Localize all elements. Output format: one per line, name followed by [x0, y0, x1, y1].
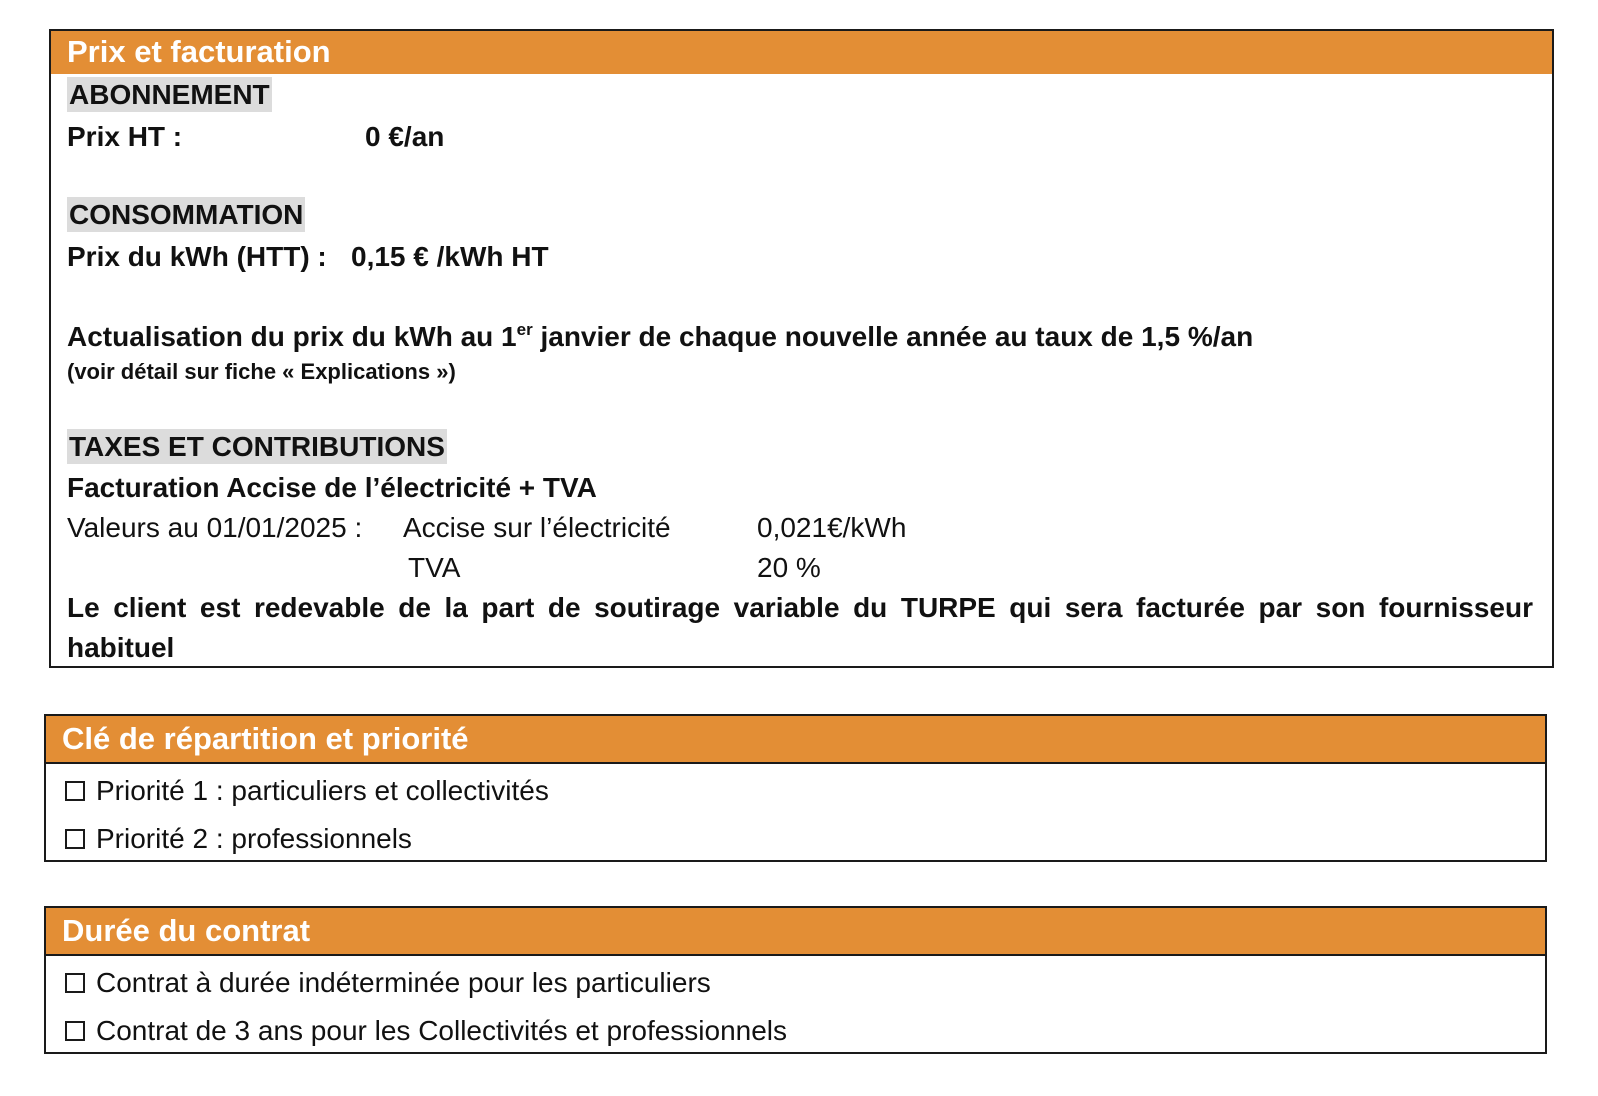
- tax-row-name: TVA: [408, 552, 461, 583]
- distribution-title: Clé de répartition et priorité: [46, 716, 1545, 764]
- subscription-heading: ABONNEMENT: [69, 79, 270, 110]
- checkbox[interactable]: [65, 973, 85, 993]
- taxes-subheading: Facturation Accise de l’électricité + TVA: [67, 472, 597, 503]
- turpe-notice-line2: habituel: [67, 632, 175, 663]
- checkbox[interactable]: [65, 1021, 85, 1041]
- taxes-heading: TAXES ET CONTRIBUTIONS: [69, 431, 445, 462]
- tax-row-value: 0,021€/kWh: [757, 512, 907, 543]
- duration-title: Durée du contrat: [46, 908, 1545, 956]
- price-update-note: (voir détail sur fiche « Explications »): [67, 359, 456, 384]
- taxes-values-label: Valeurs au 01/01/2025 :: [67, 512, 363, 543]
- duration-option[interactable]: Contrat à durée indéterminée pour les particuliers: [65, 967, 711, 999]
- pricing-title: Prix et facturation: [51, 31, 1552, 74]
- pricing-section: [49, 29, 1554, 668]
- tax-row-value: 20 %: [757, 552, 821, 583]
- checkbox[interactable]: [65, 781, 85, 801]
- checkbox[interactable]: [65, 829, 85, 849]
- priority-option[interactable]: Priorité 1 : particuliers et collectivités: [65, 775, 549, 807]
- distribution-section: [44, 714, 1547, 862]
- consumption-heading: CONSOMMATION: [69, 199, 304, 230]
- duration-section: [44, 906, 1547, 1054]
- duration-option[interactable]: Contrat de 3 ans pour les Collectivités et professionnels: [65, 1015, 787, 1047]
- subscription-price-value: 0 €/an: [365, 121, 445, 152]
- priority-option[interactable]: Priorité 2 : professionnels: [65, 823, 412, 855]
- tax-row-name: Accise sur l’électricité: [403, 512, 671, 543]
- subscription-price-label: Prix HT :: [67, 121, 183, 152]
- consumption-price-value: 0,15 € /kWh HT: [351, 241, 549, 272]
- consumption-price-label: Prix du kWh (HTT) :: [67, 241, 327, 272]
- price-update-line: Actualisation du prix du kWh au 1er janvier de chaque nouvelle année au taux de 1,5 %/an: [67, 320, 1254, 352]
- turpe-notice-line1: Le client est redevable de la part de soutirage variable du TURPE qui sera facturée par son fournisseur: [67, 592, 1533, 623]
